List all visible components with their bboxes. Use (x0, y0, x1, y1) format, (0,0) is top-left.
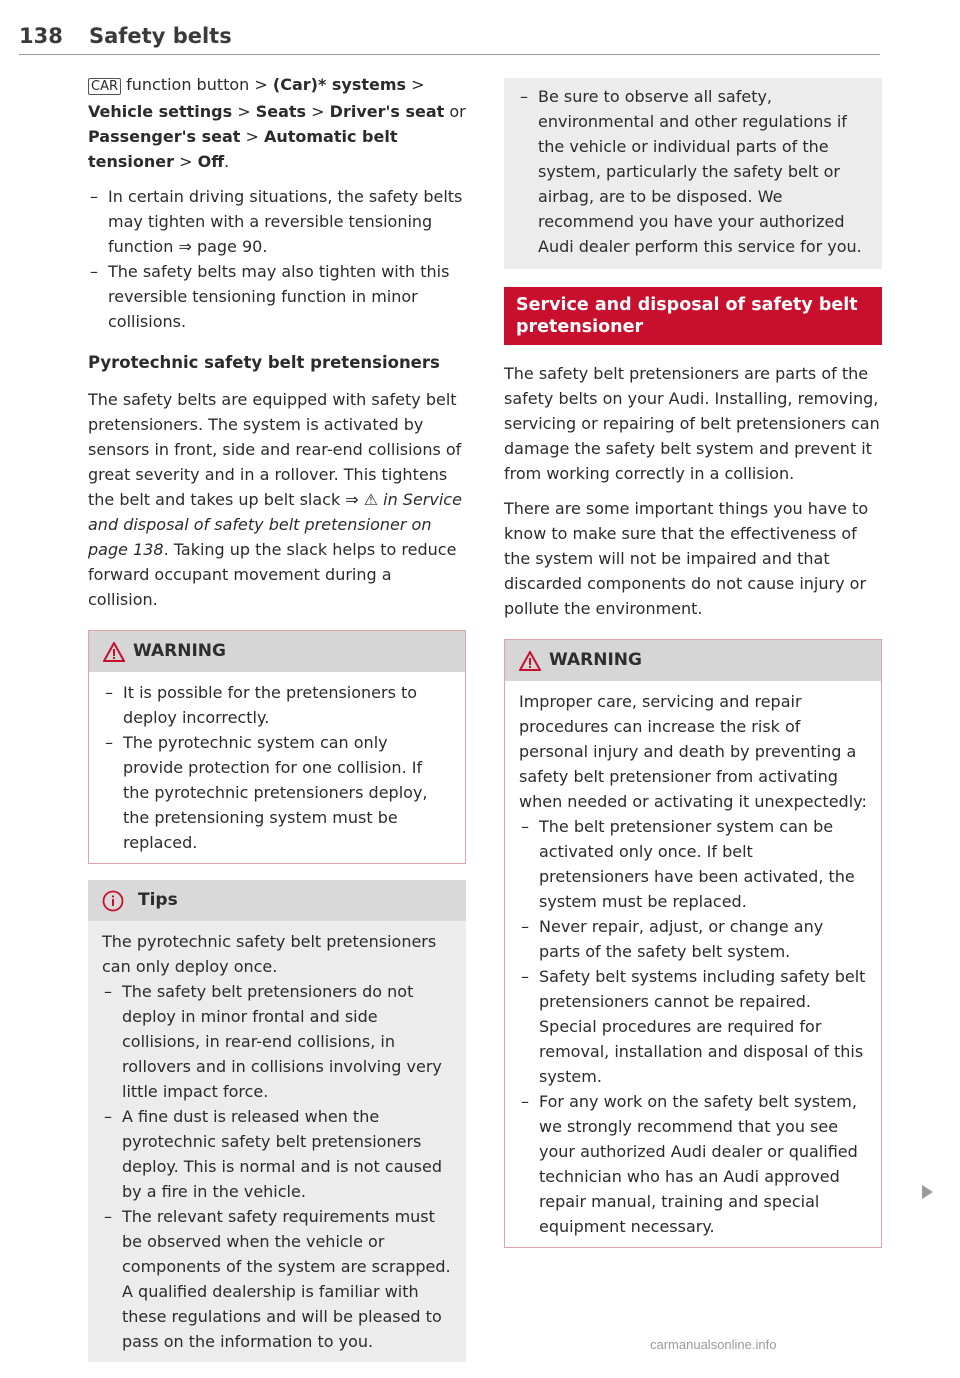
warning-list (103, 680, 451, 855)
list-item: – In certain driving situations, the safety belts may tighten with a reversible tensioning function ⇒ page 90. (88, 184, 466, 259)
menu-step: Driver's seat (329, 102, 445, 121)
page-header (19, 24, 880, 55)
list-item: – The pyrotechnic system can only provide protection for one collision. If the pyrotechnic pretensioners deploy, the pretensioning system must be replaced. (103, 730, 451, 855)
car-button-key: CAR (88, 78, 121, 95)
menu-sep: > (240, 127, 264, 146)
list-item: – Safety belt systems including safety belt pretensioners cannot be repaired. Special procedures are required for removal, installation and disposal of this system. (519, 964, 867, 1089)
menu-step: Passenger's seat (88, 127, 241, 146)
watermark: carmanualsonline.info (650, 1337, 777, 1352)
body-paragraph (88, 387, 466, 612)
warning-intro: Improper care, servicing and repair procedures can increase the risk of personal injury and death by preventing a safety belt pretensioner from activating when needed or activating it unexpectedly: (519, 692, 867, 811)
warning-body (505, 681, 881, 1247)
paragraph-text: The safety belts are equipped with safety belt pretensioners. The system is activated by sensors in front, side and rear-end collisions of great severity and in a rollover. This tightens the belt and takes up belt slack ⇒ (88, 390, 462, 509)
menu-path (88, 72, 466, 174)
warning-triangle-icon (519, 651, 541, 671)
menu-step: Off (197, 152, 225, 171)
warning-box (504, 639, 882, 1248)
warning-body (89, 672, 465, 863)
menu-sep: > (406, 75, 425, 94)
page-number: 138 (19, 24, 63, 48)
warning-list (519, 814, 867, 1239)
tips-intro: The pyrotechnic safety belt pretensioners can only deploy once. (102, 932, 437, 976)
tips-header (88, 880, 466, 921)
tips-body (88, 921, 466, 1362)
menu-sep: > (174, 152, 198, 171)
section-heading-bar: Service and disposal of safety belt pretensioner (504, 287, 882, 345)
tips-continued-list (518, 84, 868, 259)
warning-box (88, 630, 466, 864)
list-item: – Never repair, adjust, or change any parts of the safety belt system. (519, 914, 867, 964)
tensioning-bullets (88, 184, 466, 334)
menu-end: . (224, 152, 230, 171)
warning-triangle-icon (103, 642, 125, 662)
tips-list (102, 979, 452, 1354)
warning-header (505, 640, 881, 681)
paragraph-text: . Taking up the slack helps to reduce forward occupant movement during a collision. (88, 540, 457, 609)
list-item: – The safety belt pretensioners do not deploy in minor frontal and side collisions, in rear-end collisions, in rollovers and in collisions involving very little impact force. (102, 979, 452, 1104)
cross-reference-link[interactable]: ⚠ in Service and disposal of safety belt pretensioner on page 138 (88, 490, 462, 559)
menu-step: (Car)* systems (272, 75, 407, 94)
warning-title: WARNING (549, 650, 642, 670)
list-item: – The belt pretensioner system can be activated only once. If belt pretensioners have been activated, the system must be replaced. (519, 814, 867, 914)
continue-arrow-icon (922, 1185, 933, 1199)
tips-continued-panel (504, 78, 882, 269)
warning-title: WARNING (133, 641, 226, 661)
subheading: Pyrotechnic safety belt pretensioners (88, 353, 440, 372)
left-column (88, 72, 466, 1378)
menu-step: Automatic belt tensioner (88, 127, 398, 171)
list-item: – For any work on the safety belt system, we strongly recommend that you see your authorized Audi dealer or qualified technician who has an Audi approved repair manual, training and special equipment necessary. (519, 1089, 867, 1239)
list-item: – It is possible for the pretensioners to deploy incorrectly. (103, 680, 451, 730)
body-paragraph: There are some important things you have to know to make sure that the effectiveness of the system will not be impaired and that discarded components do not cause injury or pollute the environment. (504, 499, 869, 618)
section-title: Safety belts (89, 24, 232, 48)
menu-step: Seats (255, 102, 307, 121)
menu-text: function button > (121, 75, 273, 94)
tips-box (88, 880, 466, 1362)
info-icon (102, 890, 124, 912)
menu-sep: > (306, 102, 330, 121)
list-item: – Be sure to observe all safety, environmental and other regulations if the vehicle or individual parts of the system, particularly the safety belt or airbag, are to be disposed. We recommend you have your authorized Audi dealer perform this service for you. (518, 84, 868, 259)
tips-title: Tips (138, 890, 178, 910)
list-item: – The relevant safety requirements must be observed when the vehicle or components of the system are scrapped. A qualified dealership is familiar with these regulations and will be pleased to pass on the information to you. (102, 1204, 452, 1354)
menu-or: or (444, 102, 466, 121)
menu-sep: > (232, 102, 256, 121)
menu-step: Vehicle settings (88, 102, 233, 121)
right-column (504, 78, 882, 1264)
list-item: – A fine dust is released when the pyrotechnic safety belt pretensioners deploy. This is normal and is not caused by a fire in the vehicle. (102, 1104, 452, 1204)
list-item: – The safety belts may also tighten with this reversible tensioning function in minor collisions. (88, 259, 466, 334)
warning-header (89, 631, 465, 672)
body-paragraph: The safety belt pretensioners are parts of the safety belts on your Audi. Installing, removing, servicing or repairing of belt pretensioners can damage the safety belt system and prevent it from working correctly in a collision. (504, 364, 880, 483)
